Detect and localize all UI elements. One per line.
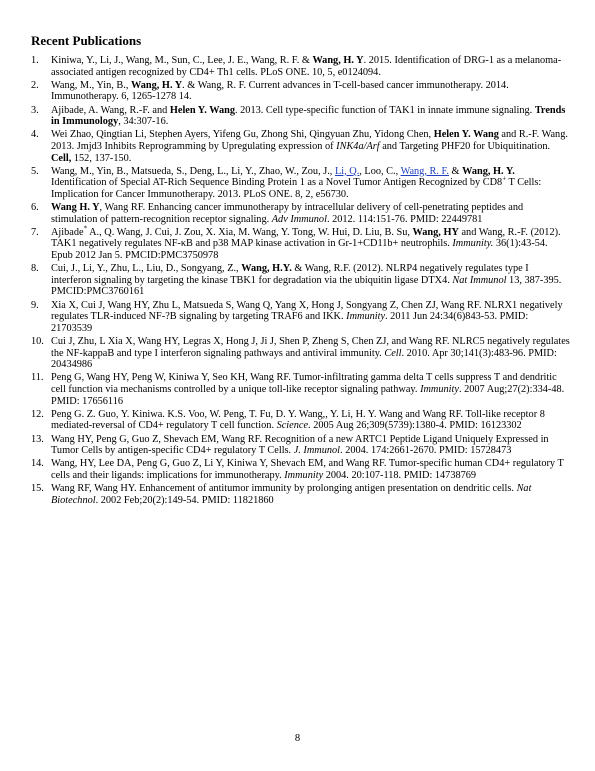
publication-number: 8.: [31, 263, 39, 275]
publication-item: [31, 55, 571, 78]
citation-text: Wei Zhao, Qingtian Li, Stephen Ayers, Yifeng Gu, Zhong Shi, Qingyuan Zhu, Yidong Chen,: [51, 129, 434, 141]
citation-text: Science: [276, 420, 309, 432]
citation-text: Wang, M., Yin, B., Matsueda, S., Deng, L., Li, Y., Zhao, W., Zou, J.,: [51, 165, 335, 177]
citation-text: . & Wang, R. F. Current advances in T-cell-based cancer immunotherapy. 2014. Immunotherapy. 6, 1265-1278 14.: [51, 79, 509, 103]
citation-text: Kiniwa, Y., Li, J., Wang, M., Sun, C., Lee, J. E., Wang, R. F. &: [51, 55, 313, 66]
publication-item: [31, 105, 571, 128]
citation-text: Cell: [384, 347, 402, 359]
citation-text: Wang, H. Y: [312, 55, 364, 66]
publication-number: 15.: [31, 483, 44, 495]
citation-text: Cui, J., Li, Y., Zhu, L., Liu, D., Songyang, Z.,: [51, 263, 242, 275]
citation-text: Immunity: [420, 383, 459, 395]
citation-text: Cui J, Zhu, L Xia X, Wang HY, Legras X, Hong J, Ji J, Shen P, Zheng S, Chen ZJ, and Wang RF. NLRC5 negatively regulates the NF-kappaB and type I interferon signaling pathways and antiviral immunity.: [51, 336, 570, 359]
citation-text: Wang, H. Y: [131, 79, 183, 91]
citation-text: and Targeting PHF20 for Ubiquitination.: [379, 140, 551, 152]
citation-text: Immunity: [346, 311, 386, 323]
publication-number: 5.: [31, 165, 39, 177]
publication-item: [31, 202, 571, 225]
citation-text: A., Q. Wang, J. Cui, J. Zou, X. Xia, M. Wang, Y. Tong, W. Hui, D. Liu, B. Su,: [87, 226, 413, 238]
citation-text: Xia X, Cui J, Wang HY, Zhu L, Matsueda S, Wang Q, Yang X, Hong J, Songyang Z, Chen ZJ, Wang RF. NLRX1 negatively regulates TLR-induced NF-?B signaling by targeting TRAF6 and IKK.: [51, 299, 563, 323]
citation-text: 152, 137-150.: [71, 152, 132, 164]
citation-text: &: [448, 165, 463, 177]
citation-text: , 34:307-16.: [118, 116, 169, 128]
citation-text: . 2012. 114:151-76. PMID: 22449781: [326, 213, 483, 225]
citation-text: Peng G. Z. Guo, Y. Kiniwa. K.S. Voo, W. Peng, T. Fu, D. Y. Wang,, Y. Li, H. Y. Wang and Wang RF. Toll-like receptor 8 mediated-reversal of CD4+ regulatory T cell function.: [51, 408, 545, 432]
citation-text: Wang HY, Peng G, Guo Z, Shevach EM, Wang RF. Recognition of a new ARTC1 Peptide Ligand Uniquely Expressed in Tumor Cells by antigen-specific CD4+ regulatory T Cells.: [51, 433, 549, 457]
citation-text: Wang, H.Y.: [241, 263, 292, 275]
citation-text: Immunity.: [452, 238, 494, 250]
citation-text: Nat Biotechnol: [51, 483, 532, 506]
citation-text: 2004. 20:107-118. PMID: 14738769: [323, 469, 477, 481]
citation-text: J. Immunol: [293, 445, 341, 457]
citation-text: . 2007 Aug;27(2):334-48. PMID: 17656116: [51, 383, 565, 407]
publication-item: [31, 458, 571, 481]
publication-item: [31, 336, 571, 371]
publication-number: 3.: [31, 104, 39, 116]
citation-text: T Cells: Implication for Cancer Immunotherapy. 2013. PLoS ONE. 8, 2, e56730.: [51, 177, 542, 200]
publication-item: [31, 263, 571, 298]
citation-text: Identification of Special AT-Rich Sequence Binding Protein 1 as a Novel Tumor Antigen Recognized by CD8: [51, 177, 503, 189]
citation-text: *: [83, 224, 88, 233]
publication-item: [31, 129, 571, 164]
citation-text: Helen Y. Wang: [169, 104, 235, 116]
citation-text: , Loo, C.,: [359, 165, 401, 177]
citation-text: Immunity: [284, 469, 324, 481]
citation-text: & Wang, R.F. (2012). NLRP4 negatively regulates type I interferon signaling by targeting the kinase TBK1 for degradation via the ubiquitin ligase DTX4.: [51, 263, 529, 286]
citation-text: . 2015. Identification of DRG-1 as a melanoma-associated antigen recognized by CD4+ Th1 cells. PLoS ONE. 10, 5, e0124094.: [51, 55, 562, 78]
citation-text: Peng G, Wang HY, Peng W, Kiniwa Y, Seo KH, Wang RF. Tumor-infiltrating gamma delta T cells suppress T and dendritic cell function via mechanisms controlled by a unique toll-like receptor signaling pathway.: [51, 372, 557, 395]
page-number: 8: [294, 733, 301, 744]
citation-text: and Wang, R.-F. (2012). TAK1 negatively regulates NF-κB and p38 MAP kinase activation in Gr-1+CD11b+ neutrophils.: [51, 226, 561, 250]
publication-item: [31, 166, 571, 201]
citation-text: 36(1):43-54. Epub 2012 Jan 5. PMCID:PMC3750978: [51, 238, 548, 262]
citation-text: +: [502, 174, 507, 183]
citation-text: Wang H. Y: [51, 202, 100, 214]
citation-text: Wang, HY, Lee DA, Peng G, Guo Z, Li Y, Kiniwa Y, Shevach EM, and Wang RF. Tumor-specific human CD4+ regulatory T cells and their ligands: implications for immunotherapy.: [51, 458, 564, 481]
citation-text: . 2005 Aug 26;309(5739):1380-4. PMID: 16123302: [308, 420, 522, 432]
publication-item: [31, 224, 571, 262]
publication-list: [31, 55, 571, 508]
citation-text: Wang, H. Y.: [462, 165, 515, 177]
publication-item: [31, 434, 571, 457]
citation-text: Wang RF, Wang HY. Enhancement of antitumor immunity by prolonging antigen presentation on dendritic cells.: [51, 483, 517, 495]
author-link[interactable]: Wang, R. F.: [400, 165, 449, 177]
publication-number: 7.: [31, 226, 39, 238]
citation-text: Cell,: [51, 152, 72, 164]
publication-item: [31, 300, 571, 335]
citation-text: . 2013. Cell type-specific function of TAK1 in innate immune signaling.: [235, 104, 535, 116]
publication-number: 1.: [31, 55, 39, 66]
citation-text: Ajibade, A. Wang, R.-F. and: [51, 104, 170, 116]
publication-number: 14.: [31, 458, 44, 470]
author-link[interactable]: Li, Q.: [334, 165, 360, 177]
citation-text: 13, 387-395. PMCID:PMC3760161: [51, 274, 562, 298]
citation-text: Helen Y. Wang: [433, 129, 499, 141]
publication-number: 10.: [31, 336, 44, 347]
publication-number: 9.: [31, 299, 39, 311]
publication-item: [31, 372, 571, 407]
publication-item: [31, 80, 571, 103]
publication-number: 4.: [31, 129, 39, 141]
citation-text: Nat Immunol: [452, 274, 507, 286]
citation-text: INK4a/Arf: [336, 140, 380, 152]
publication-item: [31, 409, 571, 432]
citation-text: Wang, HY: [412, 226, 459, 238]
citation-text: . 2011 Jun 24:34(6)843-53. PMID: 21703539: [51, 311, 529, 334]
publication-number: 12.: [31, 408, 44, 420]
citation-text: , Wang RF. Enhancing cancer immunotherapy by intracellular delivery of cell-penetrating peptides and stimulation of pattern-recognition receptor signaling.: [51, 202, 524, 225]
publication-number: 2.: [31, 79, 39, 91]
citation-text: and R.-F. Wang. 2013. Jmjd3 Inhibits Reprogramming by Upregulating expression of: [51, 129, 568, 152]
citation-text: Adv Immunol: [271, 213, 327, 225]
publication-number: 11.: [31, 372, 44, 384]
publication-number: 13.: [31, 433, 44, 445]
publication-item: [31, 483, 571, 506]
citation-text: . 2010. Apr 30;141(3):483-96. PMID: 20434986: [51, 347, 557, 371]
publication-number: 6.: [31, 202, 39, 214]
citation-text: Wang, M., Yin, B.,: [51, 79, 132, 91]
citation-text: Ajibade: [51, 226, 84, 238]
citation-text: . 2004. 174:2661-2670. PMID: 15728473: [340, 445, 512, 457]
citation-text: Trends in Immunology: [51, 104, 566, 128]
citation-text: . 2002 Feb;20(2):149-54. PMID: 11821860: [95, 494, 274, 506]
section-title: Recent Publications: [31, 33, 142, 48]
